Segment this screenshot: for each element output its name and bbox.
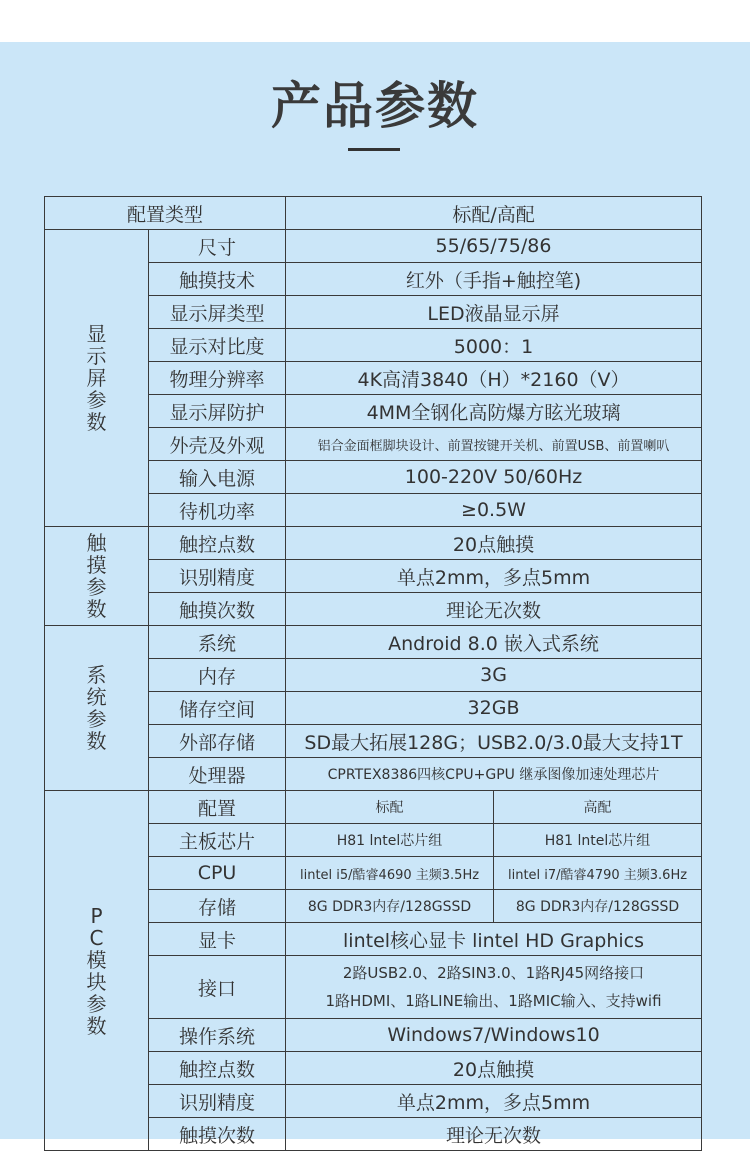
row-value: LED液晶显示屏	[286, 296, 702, 329]
row-label: 外部存储	[149, 725, 286, 758]
row-value: ≥0.5W	[286, 494, 702, 527]
row-label: 操作系统	[149, 1019, 286, 1052]
row-value-std: lintel i5/酷睿4690 主频3.5Hz	[286, 857, 494, 890]
row-value-std: 标配	[286, 791, 494, 824]
row-value: 32GB	[286, 692, 702, 725]
row-label: 待机功率	[149, 494, 286, 527]
section-touch	[45, 527, 149, 626]
row-value: 单点2mm，多点5mm	[286, 1085, 702, 1118]
row-label: 触摸技术	[149, 263, 286, 296]
row-label: 识别精度	[149, 560, 286, 593]
section-label: 系统参数	[86, 663, 107, 753]
table-row	[45, 791, 702, 824]
row-label: 触摸次数	[149, 1118, 286, 1151]
row-value: SD最大拓展128G；USB2.0/3.0最大支持1T	[286, 725, 702, 758]
row-value-high: 高配	[494, 791, 702, 824]
title-underline	[348, 148, 400, 151]
row-label: 外壳及外观	[149, 428, 286, 461]
row-label: 触摸次数	[149, 593, 286, 626]
row-label: 识别精度	[149, 1085, 286, 1118]
row-value: 100-220V 50/60Hz	[286, 461, 702, 494]
spec-table	[44, 196, 702, 1151]
row-value-high: 8G DDR3内存/128GSSD	[494, 890, 702, 923]
section-display	[45, 230, 149, 527]
row-value: 4MM全钢化高防爆方眩光玻璃	[286, 395, 702, 428]
table-row	[45, 527, 702, 560]
row-label: 显示屏防护	[149, 395, 286, 428]
header-row	[45, 197, 702, 230]
row-label: 储存空间	[149, 692, 286, 725]
row-label: 触控点数	[149, 1052, 286, 1085]
row-label: 内存	[149, 659, 286, 692]
table-row	[45, 230, 702, 263]
row-value-std: 8G DDR3内存/128GSSD	[286, 890, 494, 923]
row-label: 尺寸	[149, 230, 286, 263]
row-value: 20点触摸	[286, 527, 702, 560]
row-value	[286, 956, 702, 1019]
row-value: 20点触摸	[286, 1052, 702, 1085]
row-label: 接口	[149, 956, 286, 1019]
row-value: 5000：1	[286, 329, 702, 362]
row-label: 显卡	[149, 923, 286, 956]
row-value-high: H81 lntel芯片组	[494, 824, 702, 857]
section-label: PC模块参数	[86, 903, 107, 1038]
row-value: 4K高清3840（H）*2160（V）	[286, 362, 702, 395]
section-label: 显示屏参数	[86, 322, 107, 434]
section-label: 触摸参数	[86, 531, 107, 621]
row-value: 55/65/75/86	[286, 230, 702, 263]
row-value-std: H81 lntel芯片组	[286, 824, 494, 857]
row-value: 理论无次数	[286, 1118, 702, 1151]
row-value-high: lintel i7/酷睿4790 主频3.6Hz	[494, 857, 702, 890]
row-value: Windows7/Windows10	[286, 1019, 702, 1052]
row-label: 主板芯片	[149, 824, 286, 857]
row-label: 系统	[149, 626, 286, 659]
row-label: 输入电源	[149, 461, 286, 494]
table-row	[45, 626, 702, 659]
header-std-high: 标配/高配	[286, 197, 702, 230]
row-label: 显示屏类型	[149, 296, 286, 329]
row-value: Android 8.0 嵌入式系统	[286, 626, 702, 659]
row-value: 红外（手指+触控笔)	[286, 263, 702, 296]
row-label: 显示对比度	[149, 329, 286, 362]
row-label: 配置	[149, 791, 286, 824]
row-label: CPU	[149, 857, 286, 890]
page-title: 产品参数	[271, 77, 479, 135]
row-value: CPRTEX8386四核CPU+GPU 继承图像加速处理芯片	[286, 758, 702, 791]
section-pc	[45, 791, 149, 1151]
ports-line-1: 2路USB2.0、2路SIN3.0、1路RJ45网络接口	[342, 964, 645, 982]
section-system	[45, 626, 149, 791]
header-config-type: 配置类型	[45, 197, 286, 230]
row-label: 物理分辨率	[149, 362, 286, 395]
ports-line-2: 1路HDMI、1路LINE输出、1路MIC输入、支持wifi	[325, 992, 662, 1010]
row-value: 铝合金面框脚块设计、前置按键开关机、前置USB、前置喇叭	[286, 428, 702, 461]
row-value: 3G	[286, 659, 702, 692]
row-value: lintel核心显卡 lintel HD Graphics	[286, 923, 702, 956]
row-value: 单点2mm，多点5mm	[286, 560, 702, 593]
row-label: 存储	[149, 890, 286, 923]
row-label: 处理器	[149, 758, 286, 791]
row-label: 触控点数	[149, 527, 286, 560]
row-value: 理论无次数	[286, 593, 702, 626]
